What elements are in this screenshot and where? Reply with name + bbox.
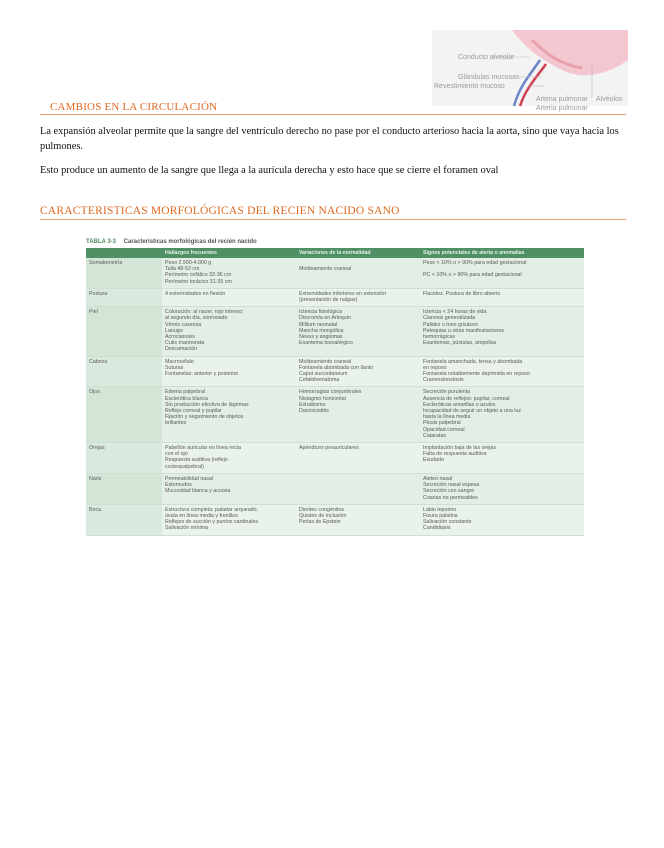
figure-label: Revestimiento mucoso xyxy=(434,83,505,90)
table-cell: Permeabilidad nasal Estornudos Mucosidad blanca y acuosa xyxy=(162,473,296,504)
table-cell: Peso < 10% o > 90% para edad gestacional PC < 10% o > 90% para edad gestacional xyxy=(420,258,584,288)
table-cell: Estructura completa: paladar arqueado, úvula en línea media y frenillos Reflejos de succión y puntos cardinales Salivación mínima xyxy=(162,504,296,535)
table-cell: Fontanela amanchada, tensa y abombada en reposo Fontanela notablemente deprimida en reposo Craneosinostosis xyxy=(420,356,584,387)
table-cell: Piel xyxy=(86,307,162,356)
section-heading-morphology: CARACTERISTICAS MORFOLÓGICAS DEL RECIEN NACIDO SANO xyxy=(40,205,400,217)
table-cell: Apéndices preauriculares xyxy=(296,443,420,474)
figure-label: Glándulas mucosas xyxy=(458,74,520,81)
table-row xyxy=(86,473,584,504)
heading-underline xyxy=(40,114,626,115)
table-row xyxy=(86,443,584,474)
table-caption xyxy=(86,236,584,248)
table-row xyxy=(86,356,584,387)
table-cell: 4 extremidades en flexión xyxy=(162,288,296,306)
table-row xyxy=(86,258,584,288)
table-cell: Cabeza xyxy=(86,356,162,387)
table-header-row xyxy=(86,248,584,258)
table-cell: Postura xyxy=(86,288,162,306)
table-cell: Nariz xyxy=(86,473,162,504)
figure-label: Alvéolos xyxy=(596,96,623,103)
figure-label: Conducto alveolar xyxy=(458,54,515,61)
table-cell: Pabellón auricular en línea recta con el ojo Respuesta auditiva (reflejo cocleopalpebral) xyxy=(162,443,296,474)
table-cell: Ictericia < 24 horas de vida Cianosis generalizada Palidez o tono grisáceo Petequias u otras manifestaciones hemorrágicas Exantemas, pústulas, ampollas xyxy=(420,307,584,356)
morphology-table xyxy=(86,248,584,536)
table-cell: Coloración: al nacer, rojo intenso; al segundo día, sonrosado Vérnix caseosa Lanugo Acrocianosis Cutis marmorata Descamación xyxy=(162,307,296,356)
table-header: Hallazgos frecuentes xyxy=(162,248,296,258)
figure-label: Arteria pulmonar xyxy=(536,105,588,112)
table-cell xyxy=(296,473,420,504)
section-heading-circulation: CAMBIOS EN LA CIRCULACIÓN xyxy=(50,101,218,113)
table-row xyxy=(86,387,584,443)
table-header xyxy=(86,248,162,258)
table-row xyxy=(86,504,584,535)
table-cell: Edema palpebral Esclerótica blanca Sin producción efectiva de lágrimas Reflejo corneal y pupilar Fijación y seguimiento de objetos brillantes xyxy=(162,387,296,443)
table-number: TABLA 3-3 xyxy=(86,239,116,245)
table-cell: Secreción purulenta Ausencia de reflejos: pupilar, corneal Escleróticas amarillas o azules Incapacidad de seguir un objeto a una luz hasta la línea media Ptosis palpebral Opacidad corneal Cataratas xyxy=(420,387,584,443)
heading-underline xyxy=(40,219,626,220)
table-cell: Extremidades inferiores en extensión (presentación de nalgas) xyxy=(296,288,420,306)
morphology-table-figure xyxy=(86,236,584,530)
table-cell: Macrocéfalo Suturas Fontanelas: anterior y posterior xyxy=(162,356,296,387)
table-row xyxy=(86,307,584,356)
table-cell: Labio leporino Fisura palatina Salivación constante Candidiasis xyxy=(420,504,584,535)
table-cell: Hemorragias conjuntivales Nistagmo horizontal Estrabismo Dacriocistitis xyxy=(296,387,420,443)
table-cell: Aleteo nasal Secreción nasal espesa Secreción con sangre Coanas no permeables xyxy=(420,473,584,504)
table-caption-text: Características morfológicas del recién nacido xyxy=(123,239,257,245)
table-cell: Ojos xyxy=(86,387,162,443)
table-cell: Boca xyxy=(86,504,162,535)
lung-illustration xyxy=(432,30,628,106)
table-header: Signos potenciales de alerta o anomalías xyxy=(420,248,584,258)
table-cell: Ictericia fisiológica Discromía en Arlequín Millium neonatal Mancha mongólica Nevus y angiomas Exantema toxoalérgico xyxy=(296,307,420,356)
anatomy-figure xyxy=(432,30,628,112)
table-header: Variaciones de la normalidad xyxy=(296,248,420,258)
table-cell: Flacidez. Postura de libro abierto xyxy=(420,288,584,306)
table-cell: Somatometría xyxy=(86,258,162,288)
paragraph: La expansión alveolar permite que la sangre del ventrículo derecho no pase por el conducto arterioso hacia la aorta, sino que vaya hacia los pulmones. xyxy=(40,126,619,152)
table-cell: Orejas xyxy=(86,443,162,474)
table-row xyxy=(86,288,584,306)
table-cell: Peso 2.500-4.000 g Talla 48-52 cm Perímetro cefálico 32-36 cm Perímetro torácico 31-35 cm xyxy=(162,258,296,288)
table-cell: Moldeamiento craneal xyxy=(296,258,420,288)
table-cell: Implantación baja de las orejas Falta de respuesta auditiva Exudado xyxy=(420,443,584,474)
figure-label: Arteria pulmonar xyxy=(536,96,588,103)
table-cell: Dientes congénitos Quistes de inclusión Perlas de Epstein xyxy=(296,504,420,535)
paragraph: Esto produce un aumento de la sangre que llega a la aurícula derecha y esto hace que se cierre el foramen oval xyxy=(40,165,499,176)
table-cell: Moldeamiento craneal Fontanela abombada con llanto Caput succedaneum Cefalohematoma xyxy=(296,356,420,387)
